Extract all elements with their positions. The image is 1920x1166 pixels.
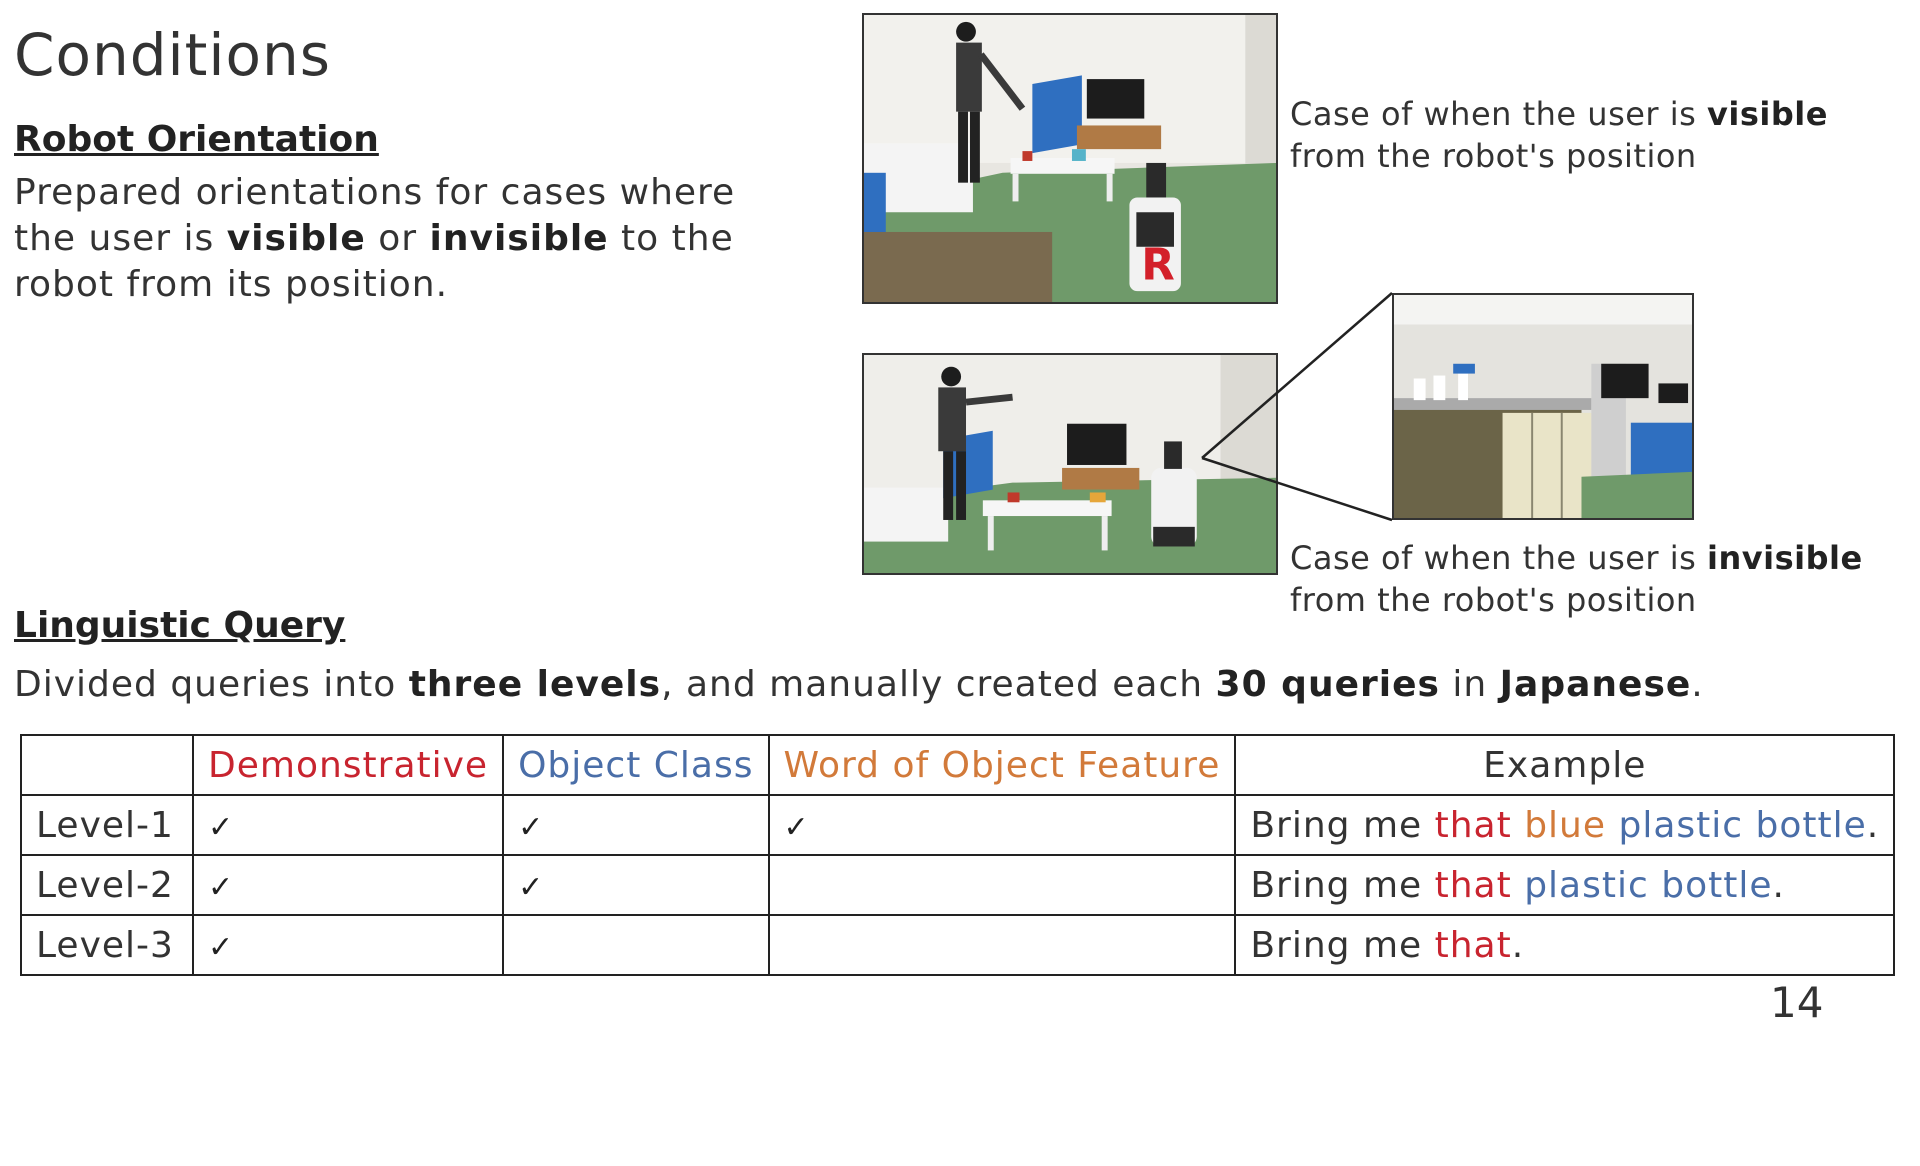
example-demonstrative: that [1434,864,1512,906]
linguistic-query-heading: Linguistic Query [14,605,346,646]
caption-text: from the robot's position [1290,137,1697,175]
check-cell [503,855,768,915]
example-cell [1235,795,1894,855]
ling-desc-bold: Japanese [1499,664,1692,705]
page-number: 14 [1770,978,1824,1027]
example-feature: blue [1524,804,1607,846]
example-period: . [1866,804,1880,846]
example-period: . [1772,864,1785,906]
example-object-class: plastic bottle [1618,804,1867,846]
example-text: Bring me [1250,924,1435,966]
orient-desc-visible: visible [226,218,366,259]
check-icon: ✓ [783,809,810,845]
check-cell [193,855,503,915]
example-period: . [1511,924,1525,966]
level-label: Level-2 [21,855,193,915]
slide-title: Conditions [14,21,331,89]
ling-desc-text: . [1691,664,1704,705]
example-demonstrative: that [1434,924,1512,966]
empty-cell [769,915,1236,975]
header-example: Example [1235,735,1894,795]
table-header-row [21,735,1894,795]
robot-orientation-description [14,170,804,308]
caption-user-invisible [1290,537,1863,621]
photo-user-visible [862,13,1278,304]
check-cell [503,795,768,855]
ling-desc-text: Divided queries into [14,664,409,705]
ling-desc-text: , and manually created each [661,664,1216,705]
robot-orientation-heading: Robot Orientation [14,119,379,160]
level-label: Level-3 [21,915,193,975]
check-cell [193,915,503,975]
check-cell [769,795,1236,855]
caption-text: Case of when the user is [1290,539,1707,577]
header-demonstrative: Demonstrative [193,735,503,795]
ling-desc-bold: 30 queries [1215,664,1440,705]
caption-text: from the robot's position [1290,581,1697,619]
header-object-class: Object Class [503,735,768,795]
check-icon: ✓ [518,869,545,905]
caption-invisible-bold: invisible [1706,539,1863,577]
query-levels-table [20,734,1895,976]
header-blank [21,735,193,795]
header-object-feature: Word of Object Feature [769,735,1236,795]
example-object-class: plastic bottle [1524,864,1773,906]
photo-user-invisible [862,353,1278,575]
caption-visible-bold: visible [1706,95,1828,133]
empty-cell [503,915,768,975]
check-cell [193,795,503,855]
check-icon: ✓ [208,809,235,845]
example-text: Bring me [1250,864,1435,906]
svg-text:R: R [1141,240,1175,291]
caption-text: Case of when the user is [1290,95,1707,133]
photo-robot-view [1392,293,1694,520]
empty-cell [769,855,1236,915]
orient-desc-text: Prepared orientations for cases where the user is [14,172,736,259]
table-row [21,855,1894,915]
ling-desc-bold: three levels [408,664,662,705]
orient-desc-invisible: invisible [429,218,609,259]
linguistic-query-description [14,662,1704,708]
level-label: Level-1 [21,795,193,855]
table-row [21,915,1894,975]
check-icon: ✓ [518,809,545,845]
orient-desc-text: or [365,218,430,259]
table-row [21,795,1894,855]
check-icon: ✓ [208,869,235,905]
example-cell [1235,915,1894,975]
orient-desc-text: to the robot from its position. [14,218,734,305]
caption-user-visible [1290,93,1828,177]
check-icon: ✓ [208,929,235,965]
example-demonstrative: that [1434,804,1512,846]
ling-desc-text: in [1439,664,1500,705]
example-cell [1235,855,1894,915]
example-text: Bring me [1250,804,1435,846]
